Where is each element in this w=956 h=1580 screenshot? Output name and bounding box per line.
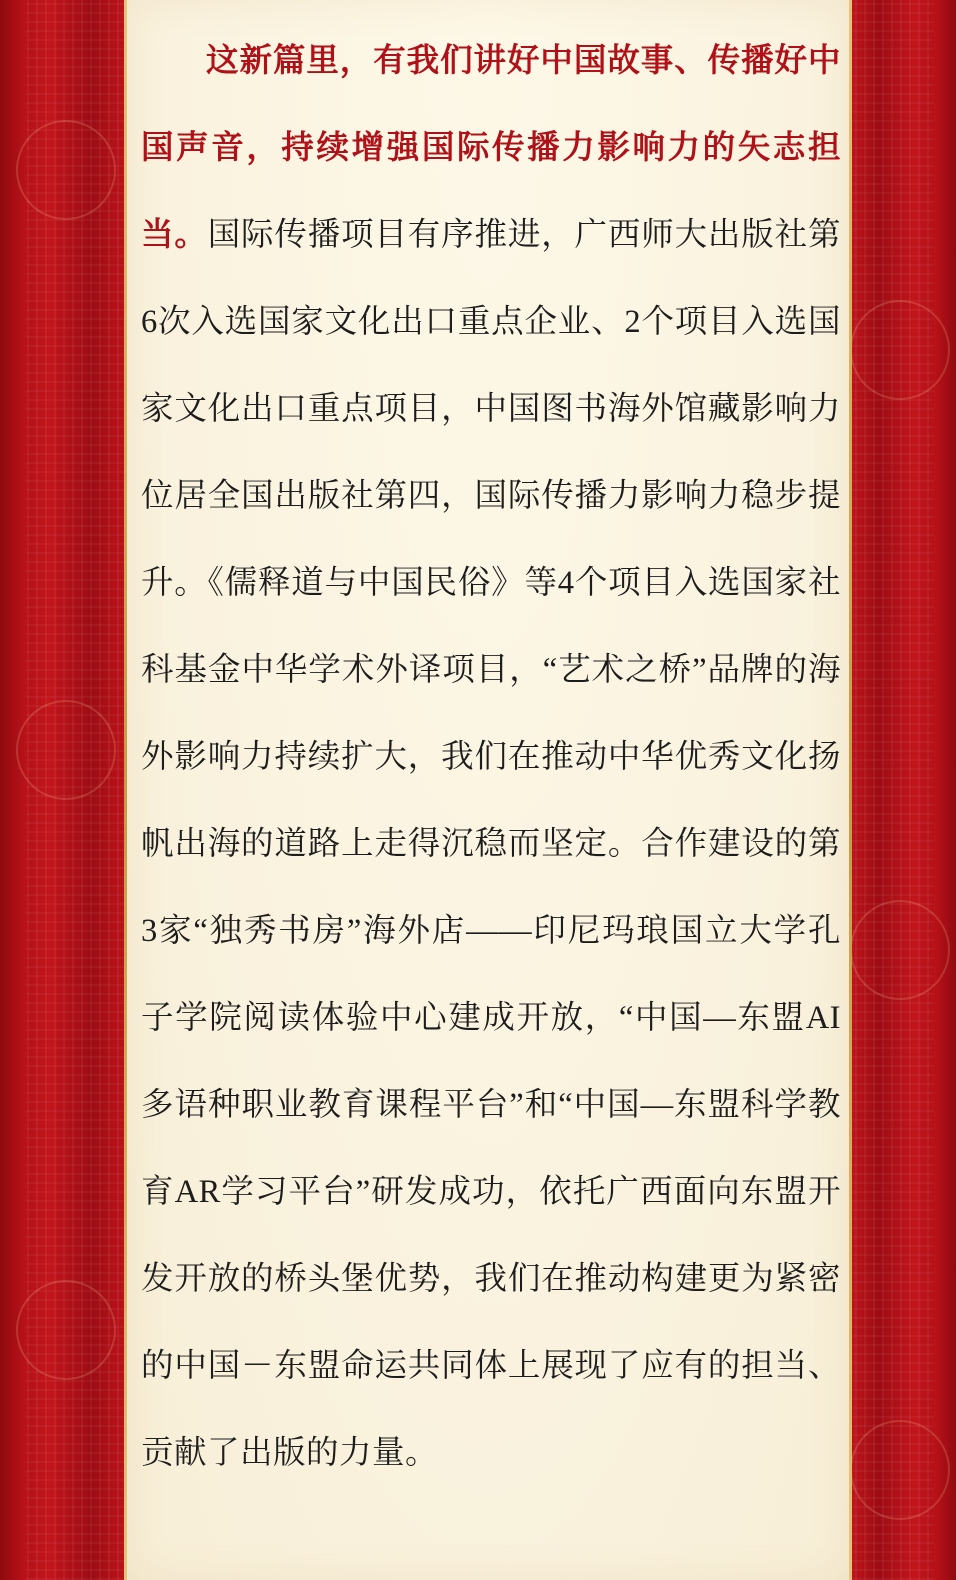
highlighted-lead-sentence: 这新篇里，有我们讲好中国故事、传播好中国声音，持续增强国际传播力影响力的矢志担当。: [141, 43, 841, 253]
gold-rule-right: [849, 0, 852, 1580]
body-paragraph: [141, 18, 841, 1497]
paragraph-remainder: 国际传播项目有序推进，广西师大出版社第6次入选国家文化出口重点企业、2个项目入选国家文化出口重点项目，中国图书海外馆藏影响力位居全国出版社第四，国际传播力影响力稳步提升。《儒释道与中国民俗》等4个项目入选国家社科基金中华学术外译项目，“艺术之桥”品牌的海外影响力持续扩大，我们在推动中华优秀文化扬帆出海的道路上走得沉稳而坚定。合作建设的第3家“独秀书房”海外店——印尼玛琅国立大学孔子学院阅读体验中心建成开放，“中国—东盟AI多语种职业教育课程平台”和“中国—东盟科学教育AR学习平台”研发成功，依托广西面向东盟开发开放的桥头堡优势，我们在推动构建更为紧密的中国－东盟命运共同体上展现了应有的担当、贡献了出版的力量。: [141, 217, 841, 1471]
content-area: [127, 18, 849, 1497]
ornament-circle: [850, 300, 950, 400]
ornament-circle: [850, 900, 950, 1000]
ornament-circle: [850, 1420, 950, 1520]
ornament-circle: [16, 120, 116, 220]
ornament-circle: [16, 1280, 116, 1380]
right-decorative-border: [846, 0, 956, 1580]
paper-panel: [127, 0, 849, 1580]
ornament-circle: [16, 700, 116, 800]
